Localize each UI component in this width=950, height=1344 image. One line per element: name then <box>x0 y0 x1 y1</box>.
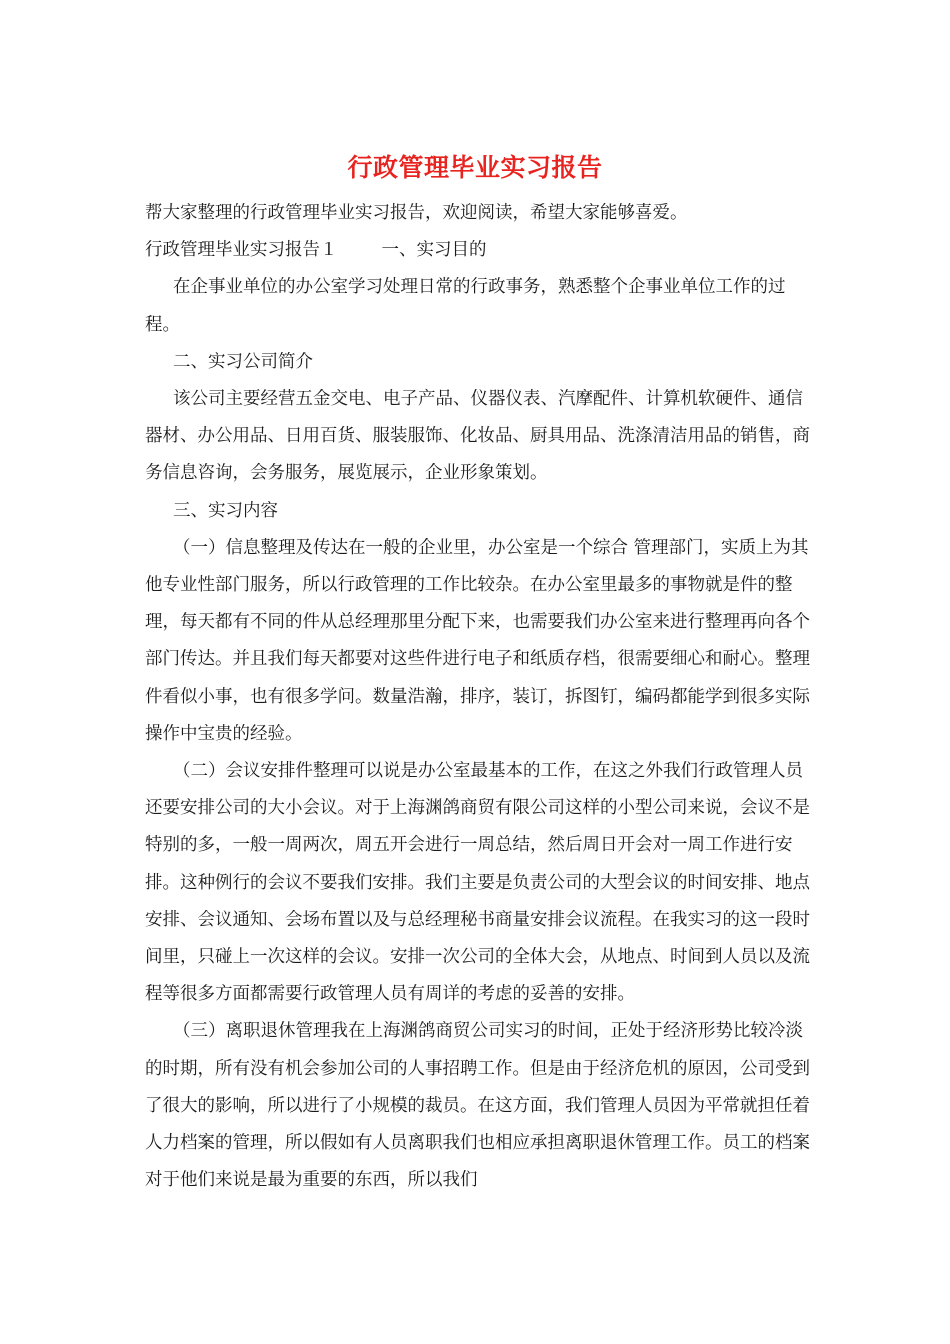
document-body <box>145 195 815 1199</box>
section3-paragraph-3: （三）离职退休管理我在上海渊鸽商贸公司实习的时间，正处于经济形势比较冷淡的时期，所有没有机会参加公司的人事招聘工作。但是由于经济危机的原因，公司受到了很大的影响，所以进行了小规模的裁员。在这方面，我们管理人员因为平常就担任着人力档案的管理，所以假如有人员离职我们也相应承担离职退休管理工作。员工的档案对于他们来说是最为重要的东西，所以我们 <box>145 1021 810 1191</box>
document-title: 行政管理毕业实习报告 <box>347 153 603 182</box>
section3-paragraph-1: （一）信息整理及传达在一般的企业里，办公室是一个综合 管理部门，实质上为其他专业性部门服务，所以行政管理的工作比较杂。在办公室里最多的事物就是件的整理，每天都有不同的件从总经理那里分配下来，也需要我们办公室来进行整理再向各个部门传达。并且我们每天都要对这些件进行电子和纸质存档，很需要细心和耐心。整理件看似小事，也有很多学问。数量浩瀚，排序，装订，拆图钉，编码都能学到很多实际操作中宝贵的经验。 <box>145 537 810 744</box>
section2-heading: 二、实习公司简介 <box>173 351 313 372</box>
section2-paragraph: 该公司主要经营五金交电、电子产品、仪器仪表、汽摩配件、计算机软硬件、通信器材、办公用品、日用百货、服装服饰、化妆品、厨具用品、洗涤清洁用品的销售，商务信息咨询，会务服务，展览展示，企业形象策划。 <box>145 389 810 484</box>
section3-heading: 三、实习内容 <box>173 500 278 521</box>
intro-paragraph: 帮大家整理的行政管理毕业实习报告，欢迎阅读，希望大家能够喜爱。 <box>145 203 688 223</box>
section3-paragraph-2: （二）会议安排件整理可以说是办公室最基本的工作，在这之外我们行政管理人员还要安排公司的大小会议。对于上海渊鸽商贸有限公司这样的小型公司来说，会议不是特别的多，一般一周两次，周五开会进行一周总结，然后周日开会对一周工作进行安排。这种例行的会议不要我们安排。我们主要是负责公司的大型会议的时间安排、地点安排、会议通知、会场布置以及与总经理秘书商量安排会议流程。在我实习的这一段时间里，只碰上一次这样的会议。安排一次公司的全体大会，从地点、时间到人员以及流程等很多方面都需要行政管理人员有周详的考虑的妥善的安排。 <box>145 761 810 1005</box>
section1-paragraph: 在企事业单位的办公室学习处理日常的行政事务，熟悉整个企事业单位工作的过程。 <box>145 277 786 335</box>
report-heading-line <box>145 232 815 269</box>
section1-heading: 一、实习目的 <box>381 240 487 261</box>
report-label: 行政管理毕业实习报告１ <box>145 240 338 261</box>
